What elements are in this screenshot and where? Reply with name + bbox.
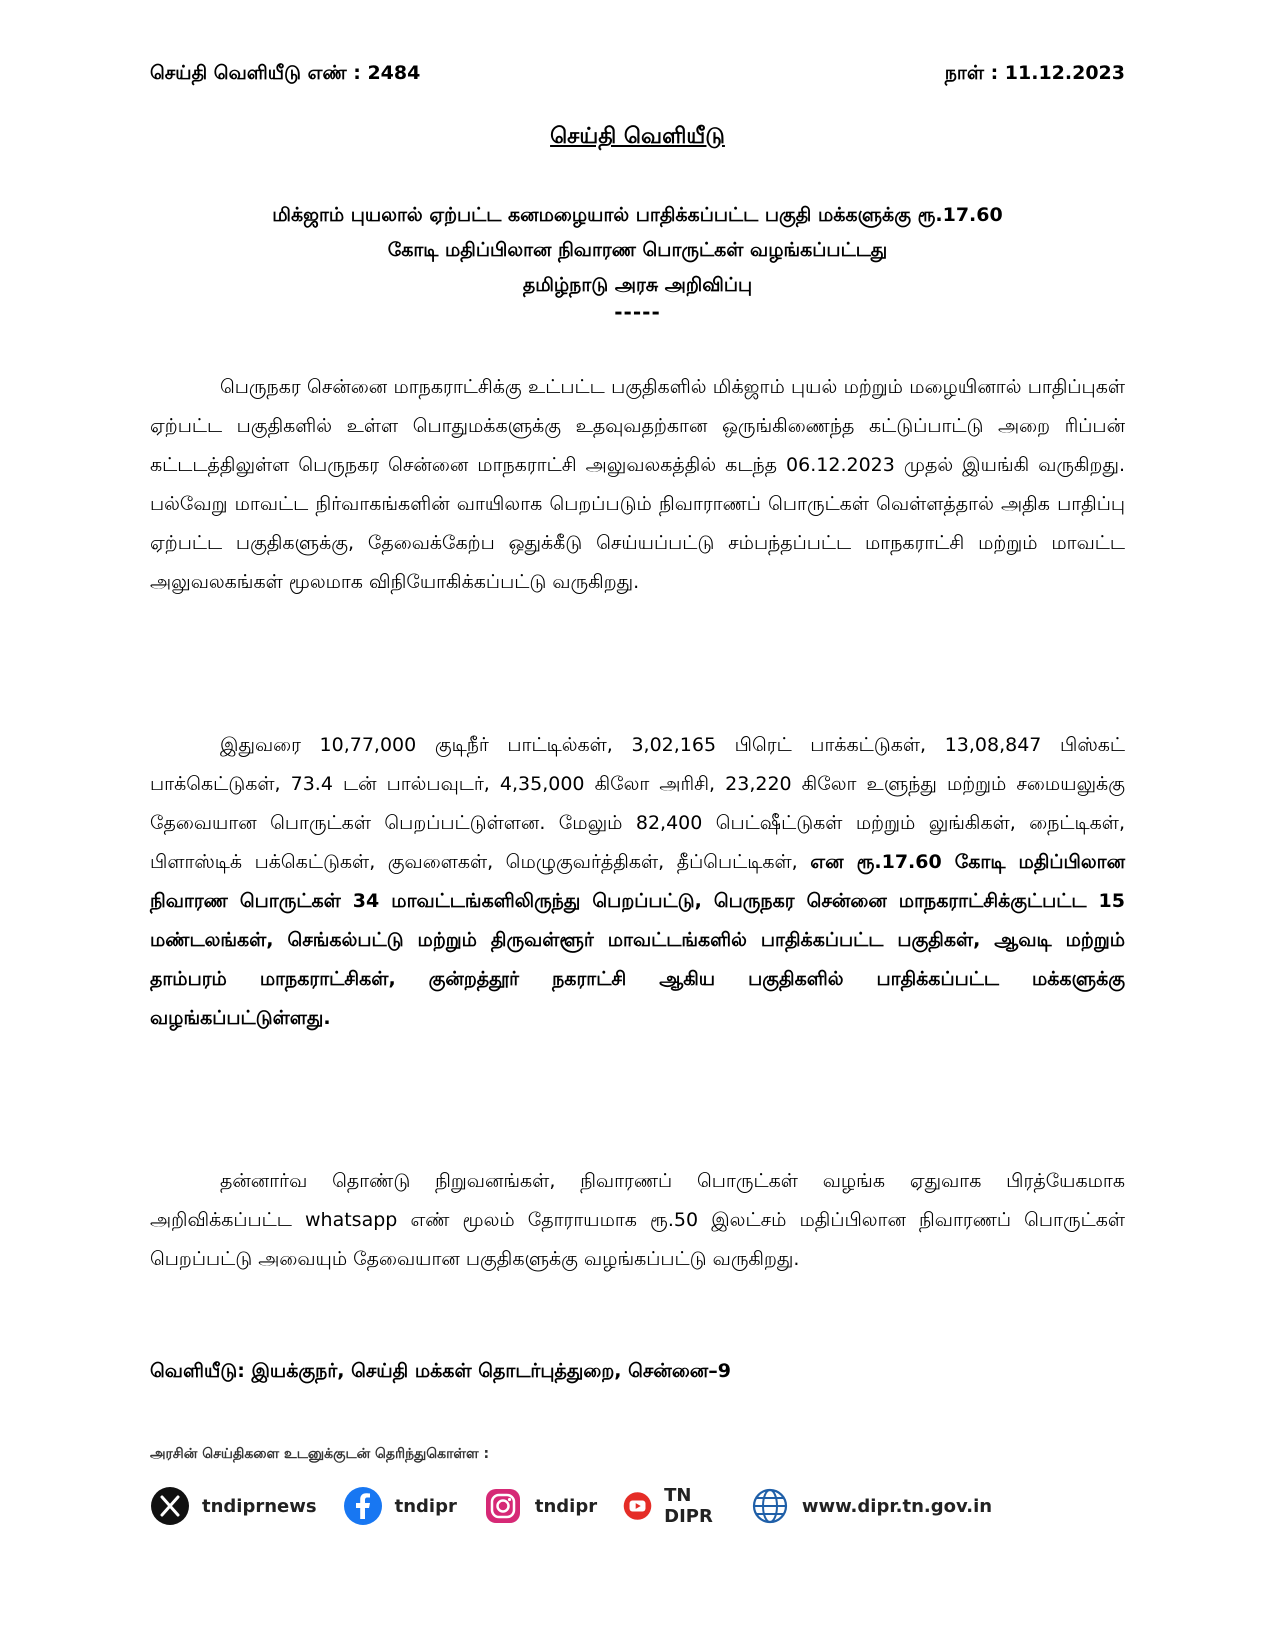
header-line [150,62,1125,87]
paragraph-2-regular-text: இதுவரை 10,77,000 குடிநீர் பாட்டில்கள், 3,02,165 பிரெட் பாக்கட்டுகள், 13,08,847 பிஸ்கட் பாக்கெட்டுகள், 73.4 டன் பால்பவுடர், 4,35,000 கிலோ அரிசி, 23,220 கிலோ உளுந்து மற்றும் சமையலுக்கு தேவையான பொருட்கள் பெறப்பட்டுள்ளன. மேலும் 82,400 பெட்ஷீட்டுகள் மற்றும் லுங்கிகள், நைட்டிகள், பிளாஸ்டிக் பக்கெட்டுகள், குவளைகள், மெழுகுவர்த்திகள், தீப்பெட்டிகள், [150,734,1125,873]
body-paragraph-3: தன்னார்வ தொண்டு நிறுவனங்கள், நிவாரணப் பொருட்கள் வழங்க ஏதுவாக பிரத்யேகமாக அறிவிக்கப்பட்ட whatsapp எண் மூலம் தோராயமாக ரூ.50 இலட்சம் மதிப்பிலான நிவாரணப் பொருட்கள் பெறப்பட்டு அவையும் தேவையான பகுதிகளுக்கு வழங்கப்பட்டு வருகிறது. [150,1170,1125,1270]
social-label-website: www.dipr.tn.gov.in [801,1495,993,1517]
social-label-facebook: tndipr [394,1495,457,1517]
release-number: செய்தி வெளியீடு எண் : 2484 [150,62,421,84]
headline-line-3: தமிழ்நாடு அரசு அறிவிப்பு [522,274,753,296]
headline [150,198,1125,303]
body-paragraph-2 [150,726,1125,1038]
social-label-x: tndiprnews [202,1495,317,1517]
social-link-x[interactable] [150,1486,317,1526]
x-icon [150,1486,190,1526]
social-link-facebook[interactable] [343,1486,457,1526]
social-link-youtube[interactable] [623,1485,724,1527]
body-paragraph-1: பெருநகர சென்னை மாநகராட்சிக்கு உட்பட்ட பகுதிகளில் மிக்ஜாம் புயல் மற்றும் மழையினால் பாதிப்புகள் ஏற்பட்ட பகுதிகளில் உள்ள பொதுமக்களுக்கு உதவுவதற்கான ஒருங்கிணைந்த கட்டுப்பாட்டு அறை ரிப்பன் கட்டடத்திலுள்ள பெருநகர சென்னை மாநகராட்சி அலுவலகத்தில் கடந்த 06.12.2023 முதல் இயங்கி வருகிறது. பல்வேறு மாவட்ட நிர்வாகங்களின் வாயிலாக பெறப்படும் நிவாராணப் பொருட்கள் வெள்ளத்தால் அதிக பாதிப்பு ஏற்பட்ட பகுதிகளுக்கு, தேவைக்கேற்ப ஒதுக்கீடு செய்யப்பட்டு சம்பந்தப்பட்ட மாநகராட்சி மற்றும் மாவட்ட அலுவலகங்கள் மூலமாக விநியோகிக்கப்பட்டு வருகிறது. [150,376,1125,593]
headline-line-1: மிக்ஜாம் புயலால் ஏற்பட்ட கனமழையால் பாதிக்கப்பட்ட பகுதி மக்களுக்கு ரூ.17.60 [272,204,1003,226]
social-label-youtube: TN DIPR [664,1485,713,1527]
follow-prompt: அரசின் செய்திகளை உடனுக்குடன் தெரிந்துகொள்ள : [150,1446,490,1462]
headline-line-2: கோடி மதிப்பிலான நிவாரண பொருட்கள் வழங்கப்பட்டது [387,239,888,261]
social-links [150,1484,1010,1528]
globe-icon [750,1486,790,1526]
instagram-icon [483,1486,523,1526]
issued-by: வெளியீடு: இயக்குநர், செய்தி மக்கள் தொடர்புத்துறை, சென்னை–9 [150,1360,731,1382]
headline-separator: ----- [614,300,661,324]
youtube-icon [623,1486,652,1526]
social-link-instagram[interactable] [483,1486,597,1526]
document-title: செய்தி வெளியீடு [550,124,725,149]
release-date: நாள் : 11.12.2023 [944,62,1125,84]
social-link-website[interactable] [750,1486,992,1526]
social-label-instagram: tndipr [534,1495,598,1517]
paragraph-2-bold-text: என ரூ.17.60 கோடி மதிப்பிலான நிவாரண பொருட்கள் 34 மாவட்டங்களிலிருந்து பெறப்பட்டு, பெருநகர சென்னை மாநகராட்சிக்குட்பட்ட 15 மண்டலங்கள், செங்கல்பட்டு மற்றும் திருவள்ளூர் மாவட்டங்களில் பாதிக்கப்பட்ட பகுதிகள், ஆவடி மற்றும் தாம்பரம் மாநகராட்சிகள், குன்றத்தூர் நகராட்சி ஆகிய பகுதிகளில் பாதிக்கப்பட்ட மக்களுக்கு வழங்கப்பட்டுள்ளது. [150,851,1125,1029]
facebook-icon [343,1486,383,1526]
